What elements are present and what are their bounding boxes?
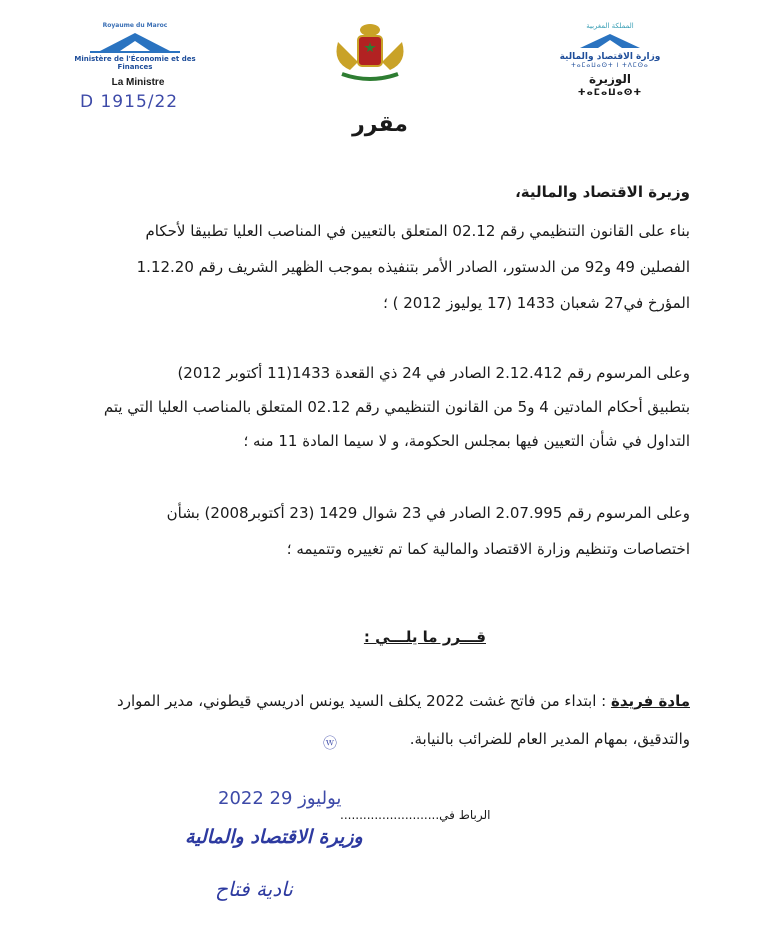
ministry-name-fr: Ministère de l'Économie et des Finances	[74, 55, 196, 71]
minister-title-ar: الوزيرة	[588, 72, 632, 86]
para2-line2: بتطبيق أحكام المادتين 4 و5 من القانون التنظيمي رقم 02.12 المتعلق بالمناصب العليا التي يتم	[103, 398, 690, 416]
article-line1	[117, 692, 690, 710]
article-label: مادة فريدة	[611, 692, 690, 710]
document-title: مقرر	[352, 112, 408, 137]
article-line2: والتدقيق، بمهام المدير العام للضرائب بالنيابة.	[409, 730, 690, 748]
ministry-logo-left	[60, 22, 210, 82]
para2-line1: وعلى المرسوم رقم 2.12.412 الصادر في 24 ذي القعدة 1433(11 أكتوبر 2012)	[177, 364, 690, 382]
signature-name: نادية فتاح	[215, 877, 293, 901]
para2-line3: التداول في شأن التعيين فيها بمجلس الحكومة، و لا سيما المادة 11 منه ؛	[243, 432, 690, 450]
decision-heading: قـــرر ما يلـــي :	[363, 628, 486, 646]
reference-number: D 1915/22	[80, 92, 179, 112]
addressee: وزيرة الاقتصاد والمالية،	[515, 183, 690, 201]
place-line: الرباط في..........................	[340, 808, 491, 822]
article-text-1: : ابتداء من فاتح غشت 2022 يكلف السيد يونس ادريسي قيطوني، مدير الموارد	[117, 692, 607, 710]
mountain-logo-icon	[570, 32, 650, 50]
kingdom-label-fr: Royaume du Maroc	[102, 22, 168, 29]
signature-stamp-title: وزيرة الاقتصاد والمالية	[185, 826, 363, 848]
date-stamp: 2022 يوليوز 29	[218, 788, 342, 809]
minister-title-tifinagh: ⵜⴰⵎⴰⵡⴰⵙⵜ	[577, 88, 643, 98]
ministry-name-ar: وزارة الاقتصاد والمالية	[559, 52, 661, 62]
ministry-name-tifinagh: ⵜⴰⵎⴰⵡⴰⵙⵜ ⵏ ⵜⴷⵎⵙⴰ	[571, 62, 649, 69]
initial-mark-icon: ⓦ	[323, 736, 337, 752]
para3-line2: اختصاصات وتنظيم وزارة الاقتصاد والمالية كما تم تغييره وتتميمه ؛	[286, 540, 690, 558]
para1-line2: الفصلين 49 و92 من الدستور، الصادر الأمر بتنفيذه بموجب الظهير الشريف رقم 1.12.20	[136, 258, 690, 276]
royal-coat-of-arms-icon	[328, 22, 412, 86]
para1-line1: بناء على القانون التنظيمي رقم 02.12 المتعلق بالتعيين في المناصب العليا تطبيقا لأحكام	[145, 222, 690, 240]
kingdom-label-ar: المملكة المغربية	[586, 22, 634, 30]
para3-line1: وعلى المرسوم رقم 2.07.995 الصادر في 23 شوال 1429 (23 أكتوبر2008) بشأن	[166, 504, 690, 522]
minister-title-fr: La Ministre	[111, 77, 165, 88]
para1-line3: المؤرخ في27 شعبان 1433 (17 يوليوز 2012 ) ؛	[383, 294, 690, 312]
mountain-logo-icon	[90, 31, 180, 53]
